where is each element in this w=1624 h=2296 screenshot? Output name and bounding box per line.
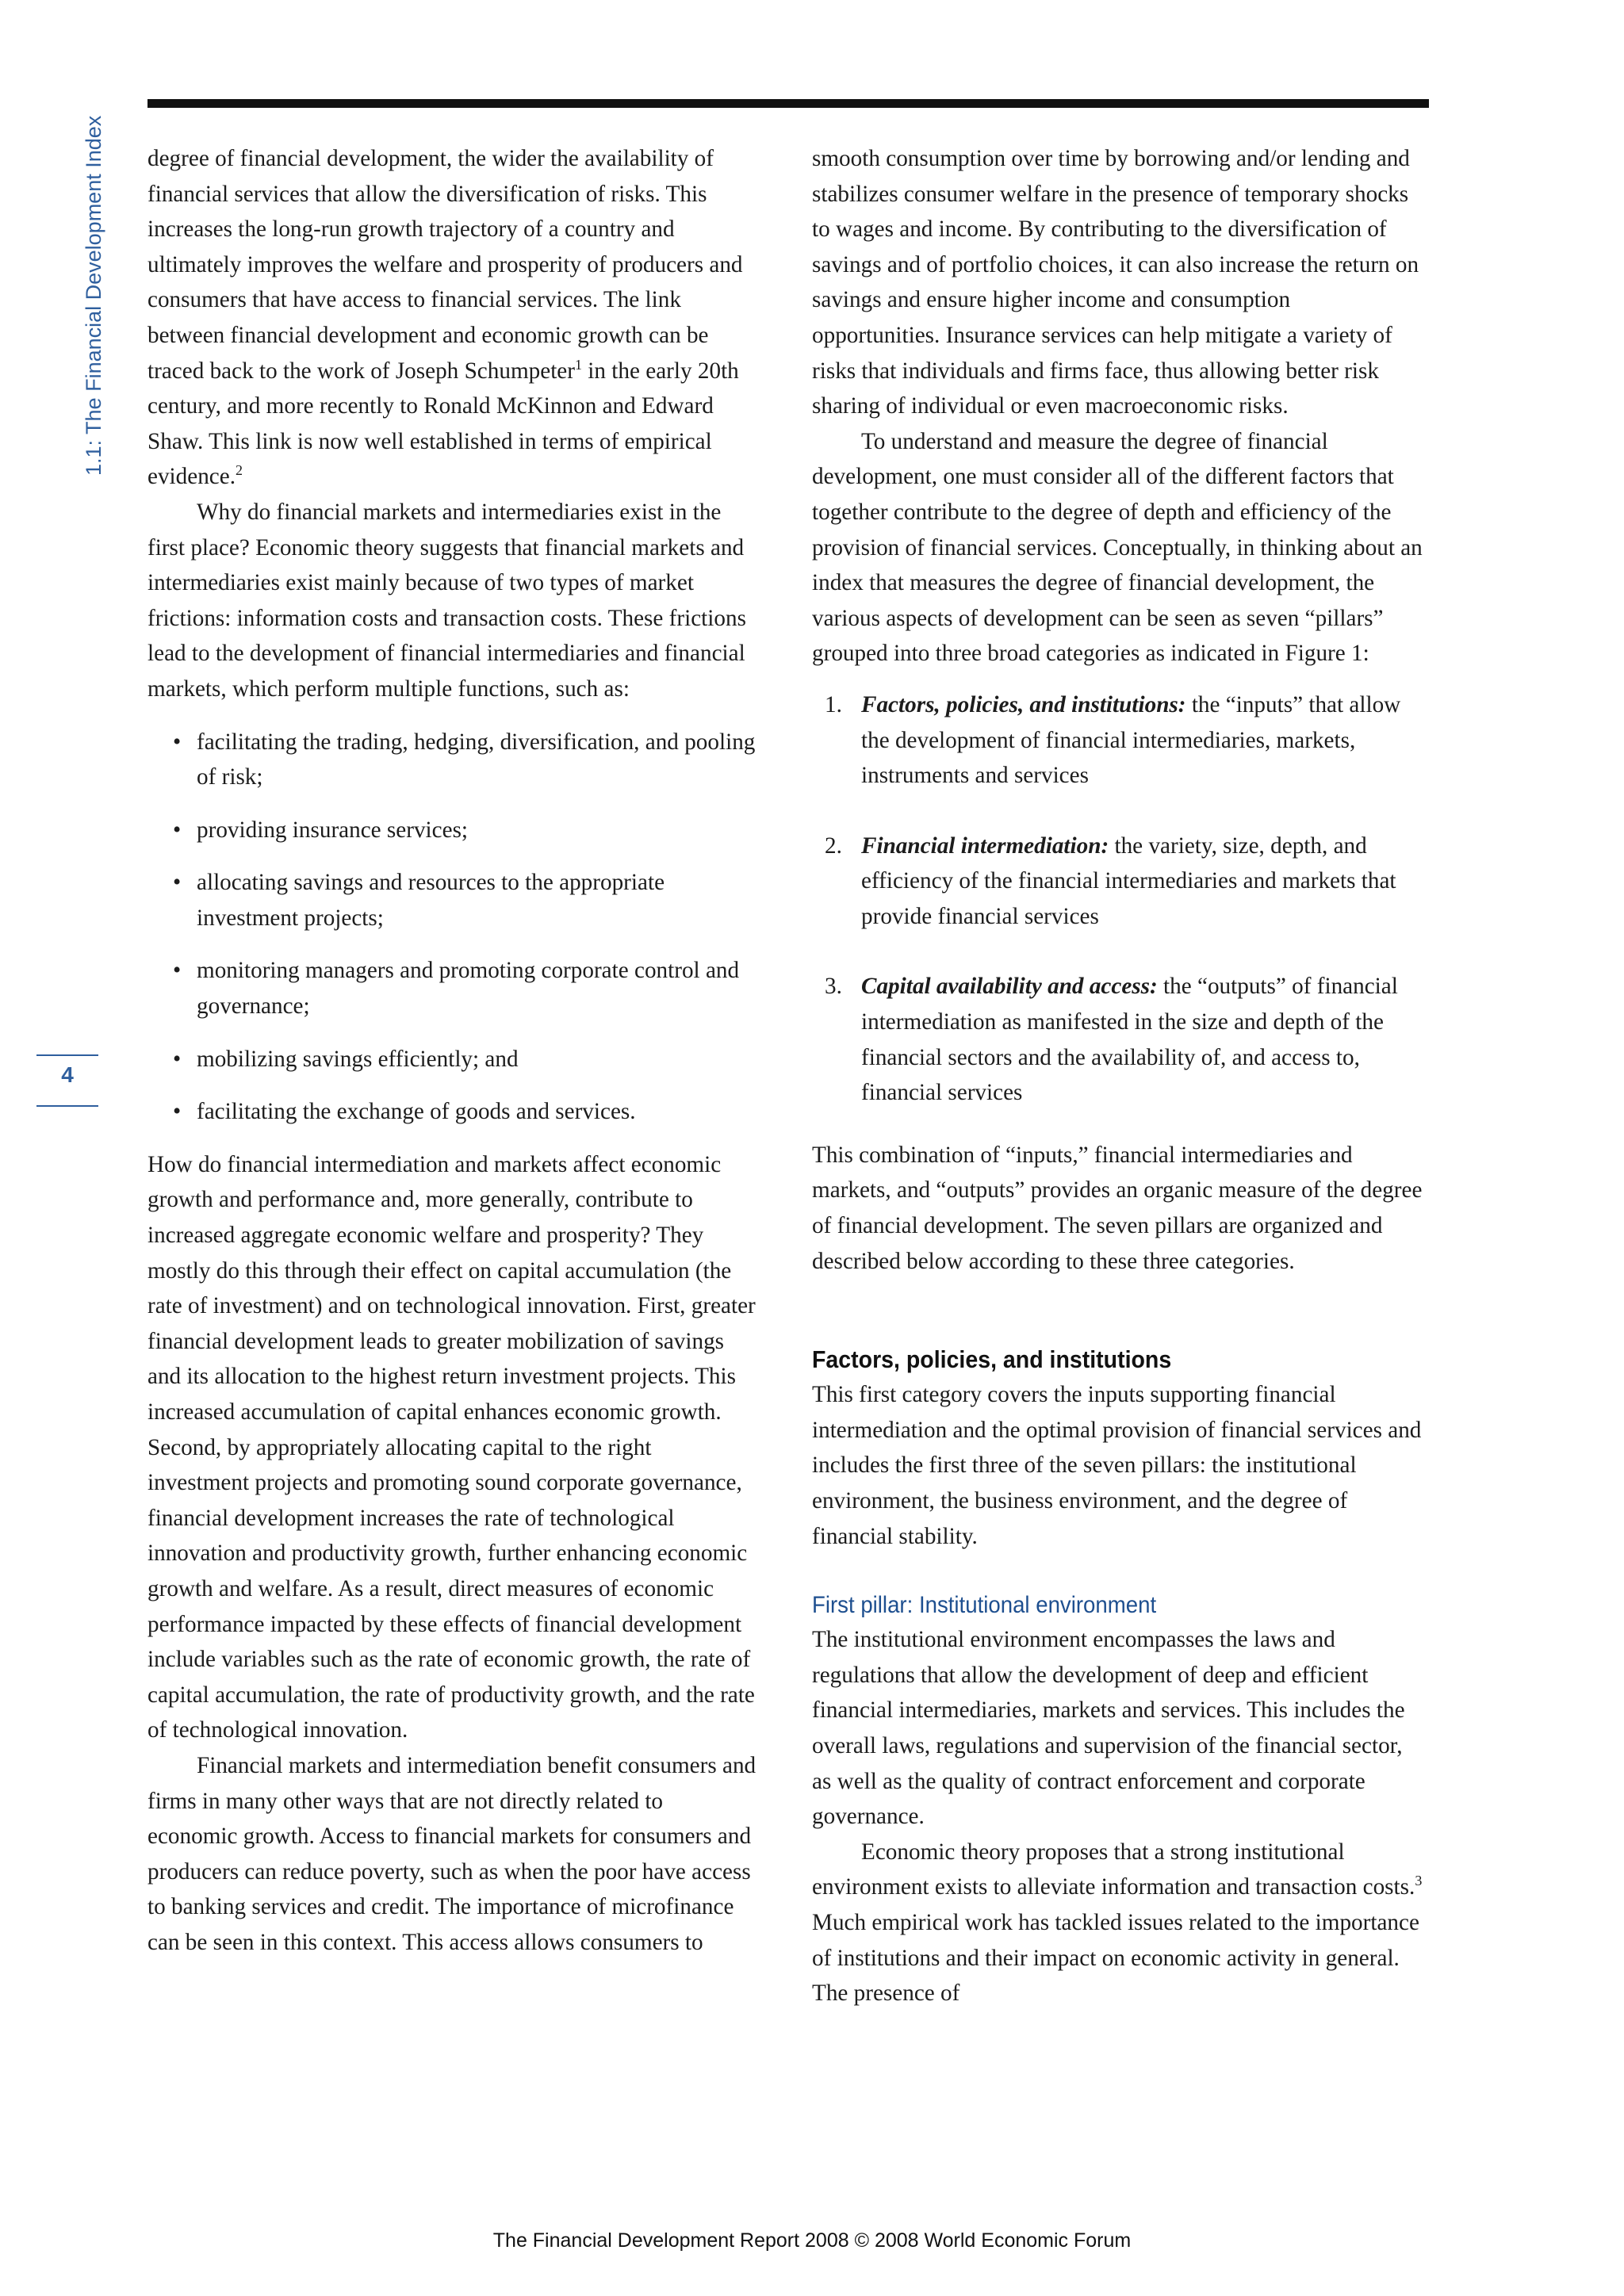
list-item: • allocating savings and resources to the appropriate investment projects;: [197, 865, 758, 936]
right-column: [812, 141, 1423, 2011]
paragraph: smooth consumption over time by borrowing and/or lending and stabilizes consumer welfare in the presence of temporary shocks to wages and income. By contributing to the diversification of savings and of portfolio choices, it can also increase the return on savings and ensure higher income and consumption opportunities. Insurance services can help mitigate a variety of risks that individuals and firms face, thus allowing better risk sharing of individual or even macroeconomic risks.: [812, 146, 1419, 419]
list-item: • mobilizing savings efficiently; and: [197, 1042, 758, 1077]
paragraph: degree of financial development, the wider the availability of financial services that allow the diversification of risks. This increases the long-run growth trajectory of a country and ultimately improves the welfare and prosperity of producers and consumers that have access to financial services. The link between financial development and economic growth can be traced back to the work of Joseph Schumpeter$^1$ in the early 20th century, and more recently to Ronald McKinnon and Edward Shaw. This link is now well established in terms of empirical evidence.$^2$: [147, 146, 743, 490]
footnote-ref: 3: [1415, 1873, 1423, 1889]
paragraph: To understand and measure the degree of financial development, one must consider all of the different factors that together contribute to the degree of depth and efficiency of the provision of financial services. Conceptually, in thinking about an index that measures the degree of financial development, the various aspects of development can be seen as seven “pillars” grouped into three broad categories as indicated in Figure 1:: [812, 428, 1423, 667]
page-footer: The Financial Development Report 2008 © 2008 World Economic Forum: [492, 2229, 1132, 2252]
footnote-ref: 2: [236, 462, 243, 479]
list-item: • monitoring managers and promoting corporate control and governance;: [197, 953, 758, 1024]
section-heading: Factors, policies, and institutions: [812, 1345, 1172, 1374]
list-item: 2. Financial intermediation: the variety, size, depth, and efficiency of the financial intermediaries and markets that provide financial services: [825, 832, 1396, 929]
left-column: [147, 141, 758, 1961]
running-section-label: 1.1: The Financial Development Index: [82, 115, 105, 476]
functions-list: [147, 725, 758, 1130]
list-item: • facilitating the trading, hedging, diversification, and pooling of risk;: [197, 725, 758, 795]
paragraph: Economic theory proposes that a strong institutional environment exists to alleviate information and transaction costs.$^3$ Much empirical work has tackled issues related to the importance of institutions and their impact on economic activity in general. The presence of: [812, 1839, 1423, 2007]
footnote-ref: 1: [575, 356, 582, 373]
pillar-categories-list: [812, 687, 1423, 1111]
page-number-rule-bottom: [36, 1105, 98, 1107]
page-number: 4: [61, 1062, 74, 1087]
paragraph: How do financial intermediation and markets affect economic growth and performance and, more generally, contribute to increased aggregate economic welfare and prosperity? They mostly do this through their effect on capital accumulation (the rate of investment) and on technological innovation. First, greater financial development leads to greater mobilization of savings and its allocation to the highest return investment projects. This increased accumulation of capital enhances economic growth. Second, by appropriately allocating capital to the right investment projects and promoting sound corporate governance, financial development increases the rate of technological innovation and productivity growth, further enhancing economic growth and welfare. As a result, direct measures of economic performance impacted by these effects of financial development include variables such as the rate of economic growth, the rate of capital accumulation, the rate of productivity growth, and the rate of technological innovation.: [147, 1151, 756, 1743]
paragraph: The institutional environment encompasses the laws and regulations that allow the development of deep and efficient financial intermediaries, markets and services. This includes the overall laws, regulations and supervision of the financial sector, as well as the quality of contract enforcement and corporate governance.: [812, 1627, 1405, 1830]
subsection-heading: First pillar: Institutional environment: [812, 1592, 1157, 1619]
list-item: 3. Capital availability and access: the “outputs” of financial intermediation as manifested in the size and depth of the financial sectors and the availability of, and access to, financial services: [825, 974, 1398, 1106]
list-item: • providing insurance services;: [197, 813, 758, 848]
list-item: 1. Factors, policies, and institutions: the “inputs” that allow the development of financial intermediaries, markets, instruments and services: [825, 691, 1401, 789]
paragraph: Financial markets and intermediation benefit consumers and firms in many other ways that are not directly related to economic growth. Access to financial markets for consumers and producers can reduce poverty, such as when the poor have access to banking services and credit. The importance of microfinance can be seen in this context. This access allows consumers to: [147, 1752, 756, 1955]
paragraph: Why do financial markets and intermediaries exist in the first place? Economic theory suggests that financial markets and intermediaries exist mainly because of two types of market frictions: information costs and transaction costs. These frictions lead to the development of financial intermediaries and financial markets, which perform multiple functions, such as:: [147, 499, 746, 702]
top-rule: [147, 99, 1429, 108]
paragraph: This first category covers the inputs supporting financial intermediation and the optimal provision of financial services and includes the first three of the seven pillars: the institutional environment, the business environment, and the degree of financial stability.: [812, 1382, 1422, 1549]
paragraph: This combination of “inputs,” financial intermediaries and markets, and “outputs” provides an organic measure of the degree of financial development. The seven pillars are organized and described below according to these three categories.: [812, 1142, 1423, 1274]
page-number-rule-top: [36, 1054, 98, 1056]
list-item: • facilitating the exchange of goods and services.: [197, 1094, 758, 1130]
